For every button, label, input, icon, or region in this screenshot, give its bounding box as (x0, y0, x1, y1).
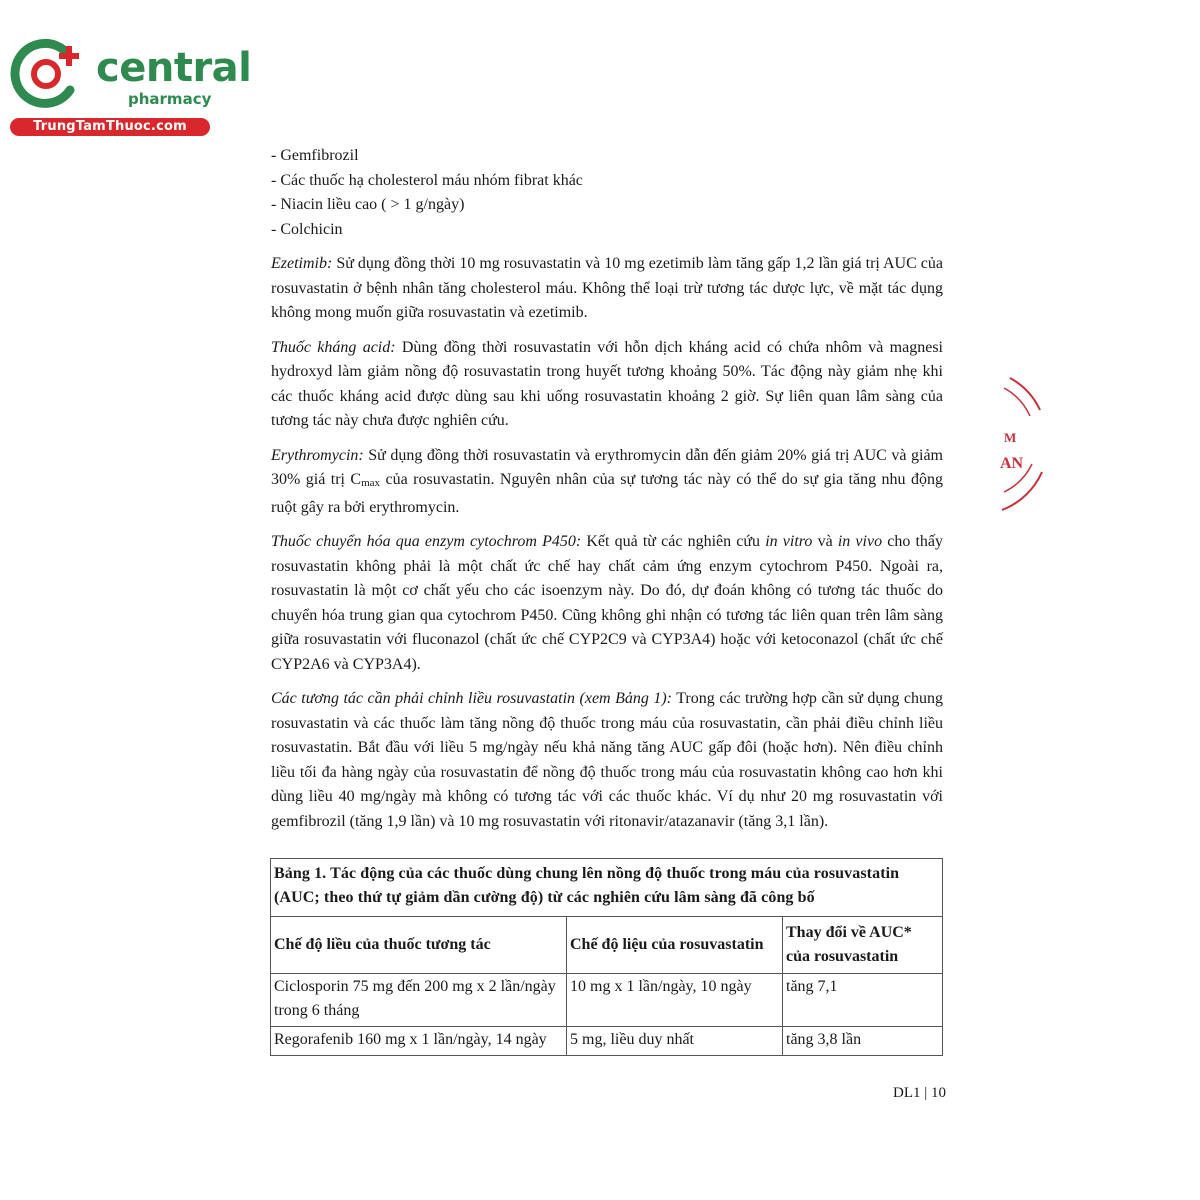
table-cell: 5 mg, liều duy nhất (567, 1027, 783, 1056)
paragraph-label: Erythromycin: (271, 446, 364, 464)
paragraph-text: Sử dụng đồng thời 10 mg rosuvastatin và 10 mg ezetimib làm tăng gấp 1,2 lần giá trị AUC của rosuvastatin ở bệnh nhân tăng cholesterol máu. Không thể loại trừ tương tác dược lực, về mặt tác dụng không mong muốn giữa rosuvastatin và ezetimib. (271, 255, 943, 321)
official-stamp (990, 360, 1050, 520)
paragraph-text: Trong các trường hợp cần sử dụng chung rosuvastatin và các thuốc làm tăng nồng độ thuốc trong máu của rosuvastatin, cần phải điều chỉnh liều rosuvastatin. Bắt đầu với liều 5 mg/ngày nếu khả năng tăng AUC gấp đôi (hoặc hơn). Nên điều chỉnh liều tối đa hàng ngày của rosuvastatin để nồng độ thuốc trong máu của rosuvastatin không cao hơn khi dùng liều 40 mg/ngày mà không có tương tác với các thuốc khác. Ví dụ như 20 mg rosuvastatin với gemfibrozil (tăng 1,9 lần) và 10 mg rosuvastatin với ritonavir/atazanavir (tăng 3,1 lần). (271, 690, 943, 830)
paragraph-text: Sử dụng đồng thời rosuvastatin và erythromycin dẫn đến giảm 20% giá trị AUC và giảm 30% giá trị C (271, 446, 943, 488)
table-cell: Ciclosporin 75 mg đến 200 mg x 2 lần/ngày trong 6 tháng (271, 974, 567, 1027)
paragraph-text: và (812, 533, 838, 550)
document-body (271, 144, 943, 844)
table-caption: Bảng 1. Tác động của các thuốc dùng chung lên nồng độ thuốc trong máu của rosuvastatin (AUC; theo thứ tự giảm dần cường độ) từ các nghiên cứu lâm sàng đã công bố (271, 859, 943, 917)
table-header-row (271, 917, 943, 974)
list-item: - Gemfibrozil (271, 147, 359, 164)
list-item: - Các thuốc hạ cholesterol máu nhóm fibrat khác (271, 171, 583, 189)
paragraph-text: cho thấy rosuvastatin không phải là một chất ức chế hay chất cảm ứng enzym cytochrom P450. Ngoài ra, rosuvastatin là một cơ chất yếu cho các isoenzym này. Do đó, dự đoán không có tương tác thuốc do chuyển hóa trung gian qua cytochrom P450. Cũng không ghi nhận có tương tác liên quan trên lâm sàng giữa rosuvastatin với fluconazol (chất ức chế CYP2C9 và CYP3A4) hoặc với ketoconazol (chất ức chế CYP2A6 và CYP3A4). (271, 533, 944, 673)
paragraph-dose-adjust (271, 687, 943, 834)
paragraph-emphasis: in vivo (837, 533, 883, 550)
paragraph-erythromycin (271, 444, 943, 521)
table-cell: tăng 3,8 lần (783, 1027, 943, 1056)
column-header: Chế độ liều của thuốc tương tác (271, 917, 567, 974)
stamp-text: AN (1000, 455, 1024, 472)
column-header: Thay đổi về AUC* của rosuvastatin (783, 917, 943, 974)
paragraph-emphasis: in vitro (765, 533, 813, 550)
stamp-text: M (1004, 430, 1017, 445)
page-number: DL1 | 10 (893, 1085, 946, 1101)
paragraph-ezetimib (271, 252, 943, 326)
brand-logo (10, 36, 252, 136)
table-row (271, 1027, 943, 1056)
stamp-seal-icon (990, 360, 1050, 520)
paragraph-label: Thuốc chuyển hóa qua enzym cytochrom P450: (271, 533, 582, 550)
table-cell: tăng 7,1 (783, 974, 943, 1027)
paragraph-text: của rosuvastatin. Nguyên nhân của sự tương tác này có thể do sự gia tăng nhu động ruột gây ra bởi erythromycin. (271, 471, 943, 516)
paragraph-text: Dùng đồng thời rosuvastatin với hỗn dịch kháng acid có chứa nhôm và magnesi hydroxyd làm giảm nồng độ rosuvastatin trong huyết tương khoảng 50%. Tác động này giảm nhẹ khi các thuốc kháng acid được dùng sau khi uống rosuvastatin khoảng 2 giờ. Sự liên quan lâm sàng của tương tác này chưa được nghiên cứu. (271, 338, 943, 429)
brand-subtitle: pharmacy (128, 90, 212, 108)
table-caption-row (271, 859, 943, 917)
paragraph-cyp450 (271, 530, 943, 677)
paragraph-antacid (271, 336, 943, 434)
drug-list (271, 144, 943, 242)
table-cell: 10 mg x 1 lần/ngày, 10 ngày (567, 974, 783, 1027)
paragraph-label: Thuốc kháng acid: (271, 338, 396, 356)
column-header: Chế độ liệu của rosuvastatin (567, 917, 783, 974)
brand-name: central (96, 45, 252, 91)
central-pharmacy-logo-icon (10, 36, 90, 112)
table-row (271, 974, 943, 1027)
paragraph-text: Kết quả từ các nghiên cứu (581, 533, 766, 550)
interaction-table (270, 858, 943, 1056)
paragraph-label: Ezetimib: (271, 255, 333, 272)
table-cell: Regorafenib 160 mg x 1 lần/ngày, 14 ngày (271, 1027, 567, 1056)
subscript-max: max (361, 477, 381, 489)
list-item: - Niacin liều cao ( > 1 g/ngày) (271, 196, 465, 213)
brand-url-badge: TrungTamThuoc.com (10, 118, 210, 136)
paragraph-label: Các tương tác cần phải chỉnh liều rosuvastatin (xem Bảng 1): (271, 690, 672, 707)
list-item: - Colchicin (271, 220, 343, 238)
